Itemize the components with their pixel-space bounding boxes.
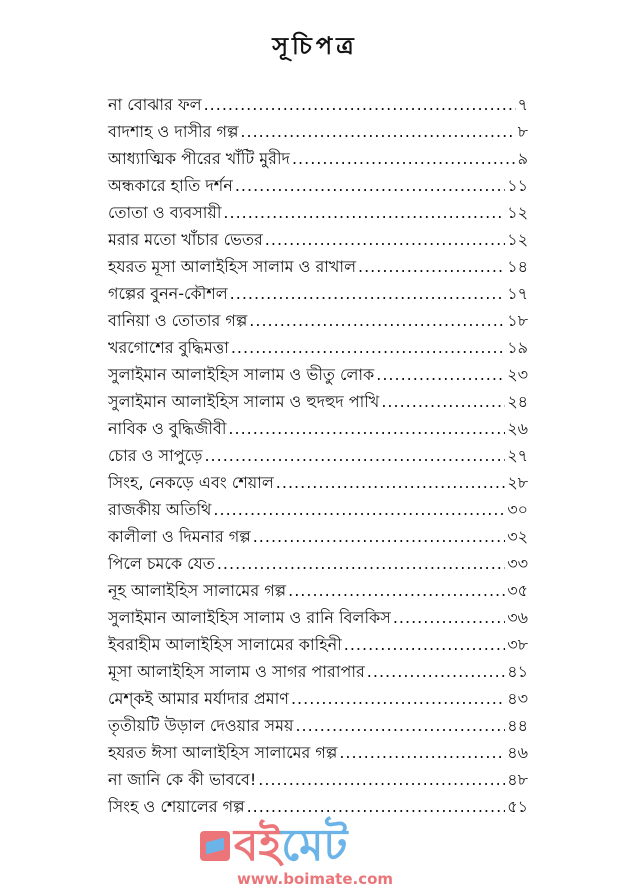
toc-entry: [108, 226, 528, 253]
toc-entry: [108, 199, 528, 226]
toc-entry: [108, 658, 528, 685]
toc-entry: [108, 172, 528, 199]
toc-entry-title: রাজকীয় অতিথি: [108, 500, 212, 519]
toc-entry-title: বানিয়া ও তোতার গল্প: [108, 311, 248, 330]
dot-leader: [217, 550, 505, 577]
toc-entry-title: মরার মতো খাঁচার ভেতর: [108, 230, 263, 249]
toc-entry: [108, 118, 528, 145]
toc-entry: [108, 469, 528, 496]
toc-entry: [108, 523, 528, 550]
toc-entry: [108, 145, 528, 172]
toc-entry-title: সুলাইমান আলাইহিস সালাম ও রানি বিলকিস: [108, 608, 391, 627]
toc-entry-page: ১২: [507, 203, 528, 222]
graduation-cap-icon: [200, 831, 230, 861]
watermark-logo: [200, 822, 430, 890]
toc-entry-page: ৩৬: [507, 608, 528, 627]
dot-leader: [240, 118, 515, 145]
dot-leader: [223, 199, 505, 226]
toc-entry-title: খরগোশের বুদ্ধিমত্তা: [108, 338, 229, 357]
toc-entry-page: ৪১: [507, 662, 528, 681]
toc-entry: [108, 631, 528, 658]
dot-leader: [231, 334, 505, 361]
toc-entry-page: ৫১: [507, 797, 528, 816]
toc-entry: [108, 307, 528, 334]
toc-entry: [108, 793, 528, 820]
toc-entry-page: ৩৮: [507, 635, 528, 654]
toc-entry-title: নাবিক ও বুদ্ধিজীবী: [108, 419, 227, 438]
dot-leader: [393, 604, 505, 631]
toc-entry: [108, 388, 528, 415]
toc-entry-title: না বোঝার ফল: [108, 95, 202, 114]
toc-entry-page: ৪৬: [507, 743, 528, 762]
watermark-url: www.boimate.com: [236, 870, 394, 888]
dot-leader: [376, 361, 505, 388]
table-of-contents: [108, 91, 528, 820]
dot-leader: [253, 523, 505, 550]
toc-entry: [108, 496, 528, 523]
toc-entry-title: বাদশাহ ও দাসীর গল্প: [108, 122, 239, 141]
toc-entry-page: ১২: [507, 230, 528, 249]
dot-leader: [358, 253, 505, 280]
toc-entry: [108, 280, 528, 307]
dot-leader: [249, 307, 505, 334]
dot-leader: [292, 145, 516, 172]
dot-leader: [288, 577, 505, 604]
toc-entry-page: ১৮: [507, 311, 528, 330]
toc-entry-title: অন্ধকারে হাতি দর্শন: [108, 176, 233, 195]
toc-entry: [108, 415, 528, 442]
toc-entry: [108, 739, 528, 766]
toc-entry-page: ৪৪: [507, 716, 528, 735]
toc-entry-page: ৭: [517, 95, 528, 114]
toc-entry-title: কালীলা ও দিমনার গল্প: [108, 527, 251, 546]
dot-leader: [247, 793, 506, 820]
toc-entry: [108, 253, 528, 280]
watermark-logo-part2: মেট: [281, 820, 348, 871]
dot-leader: [344, 631, 505, 658]
toc-entry-title: নূহ আলাইহিস সালামের গল্প: [108, 581, 287, 600]
dot-leader: [276, 469, 505, 496]
toc-entry-title: তৃতীয়টি উড়াল দেওয়ার সময়: [108, 716, 294, 735]
dot-leader: [339, 739, 505, 766]
toc-entry-title: মেশ্‌কই আমার মর্যাদার প্রমাণ: [108, 689, 289, 708]
dot-leader: [235, 172, 505, 199]
dot-leader: [258, 766, 505, 793]
dot-leader: [228, 415, 505, 442]
dot-leader: [291, 685, 505, 712]
dot-leader: [213, 496, 505, 523]
toc-entry-page: ৩০: [507, 500, 528, 519]
toc-entry: [108, 712, 528, 739]
dot-leader: [230, 280, 506, 307]
toc-entry-page: ৯: [517, 149, 528, 168]
toc-entry-title: আধ্যাত্মিক পীরের খাঁটি মুরীদ: [108, 149, 290, 168]
dot-leader: [204, 91, 516, 118]
dot-leader: [265, 226, 505, 253]
dot-leader: [367, 658, 505, 685]
toc-entry: [108, 361, 528, 388]
dot-leader: [381, 388, 505, 415]
toc-entry-title: সুলাইমান আলাইহিস সালাম ও হুদহুদ পাখি: [108, 392, 380, 411]
toc-entry-title: গল্পের বুনন-কৌশল: [108, 284, 228, 303]
toc-entry-title: হযরত ঈসা আলাইহিস সালামের গল্প: [108, 743, 338, 762]
toc-entry-title: ইবরাহীম আলাইহিস সালামের কাহিনী: [108, 635, 342, 654]
toc-entry: [108, 91, 528, 118]
toc-entry: [108, 685, 528, 712]
toc-entry-title: সিংহ ও শেয়ালের গল্প: [108, 797, 245, 816]
toc-entry-title: না জানি কে কী ভাববে!: [108, 770, 257, 789]
toc-entry-page: ২৩: [507, 365, 528, 384]
toc-entry-page: ২৮: [507, 473, 528, 492]
dot-leader: [295, 712, 505, 739]
toc-entry-title: সিংহ, নেকড়ে এবং শেয়াল: [108, 473, 274, 492]
toc-entry: [108, 604, 528, 631]
toc-entry-page: ৮: [517, 122, 528, 141]
toc-entry-title: পিলে চমকে যেত: [108, 554, 215, 573]
watermark-logo-text: [200, 822, 430, 870]
dot-leader: [204, 442, 505, 469]
toc-entry: [108, 766, 528, 793]
watermark-logo-part1: বই: [234, 820, 282, 871]
toc-entry-page: ২৬: [507, 419, 528, 438]
toc-entry-page: ৩৫: [507, 581, 528, 600]
toc-entry-title: তোতা ও ব্যবসায়ী: [108, 203, 222, 222]
toc-entry-page: ৩২: [507, 527, 528, 546]
toc-entry: [108, 550, 528, 577]
toc-entry-title: হযরত মূসা আলাইহিস সালাম ও রাখাল: [108, 257, 356, 276]
toc-entry-page: ২৭: [507, 446, 528, 465]
toc-entry: [108, 442, 528, 469]
toc-entry-page: ৪৮: [507, 770, 528, 789]
toc-entry-page: ২৪: [507, 392, 528, 411]
toc-entry-title: সুলাইমান আলাইহিস সালাম ও ভীতু লোক: [108, 365, 375, 384]
toc-entry-page: ১৯: [507, 338, 528, 357]
toc-entry-page: ১১: [507, 176, 528, 195]
toc-entry-page: ৩৩: [507, 554, 528, 573]
toc-entry-page: ১৭: [507, 284, 528, 303]
toc-entry: [108, 334, 528, 361]
toc-entry-title: মূসা আলাইহিস সালাম ও সাগর পারাপার: [108, 662, 365, 681]
page-title: সূচিপত্র: [272, 32, 358, 60]
toc-entry-title: চোর ও সাপুড়ে: [108, 446, 203, 465]
toc-entry-page: ১৪: [507, 257, 528, 276]
toc-entry: [108, 577, 528, 604]
toc-entry-page: ৪৩: [507, 689, 528, 708]
